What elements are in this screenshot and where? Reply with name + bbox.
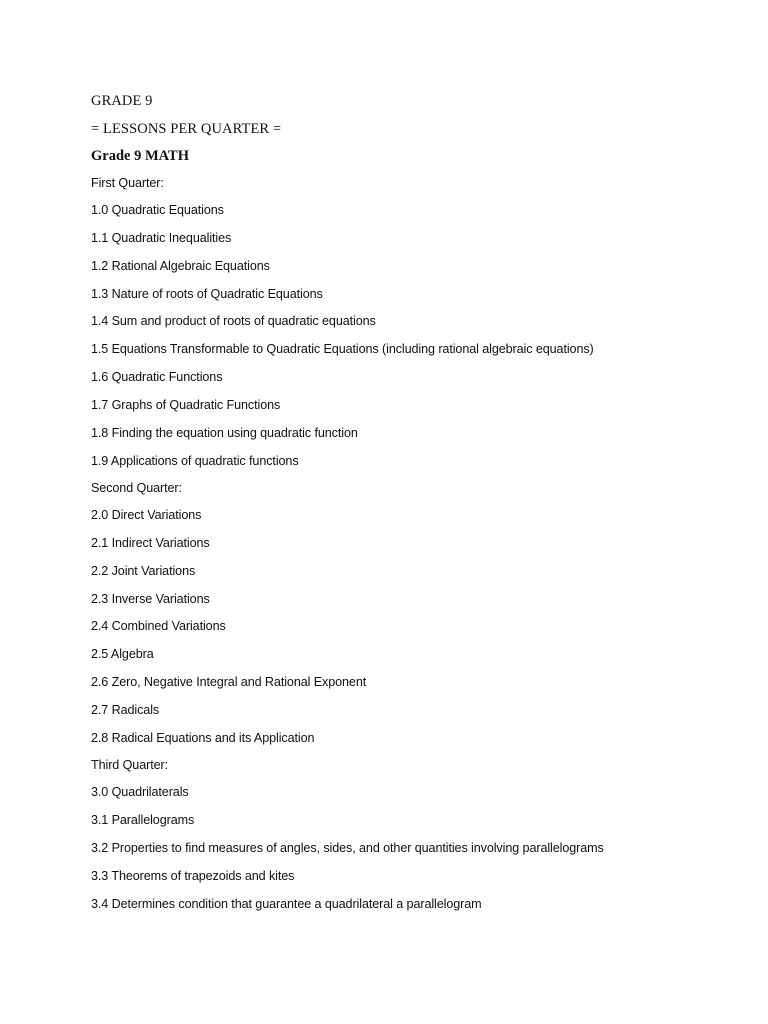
quarter-heading-second: Second Quarter:	[91, 481, 182, 495]
lesson-item: 2.5 Algebra	[91, 647, 154, 661]
lesson-item: 2.8 Radical Equations and its Application	[91, 731, 315, 745]
lesson-item: 3.1 Parallelograms	[91, 813, 195, 827]
quarter-heading-first: First Quarter:	[91, 176, 164, 190]
lesson-item: 1.8 Finding the equation using quadratic function	[91, 426, 358, 440]
lesson-item: 2.7 Radicals	[91, 703, 160, 717]
lesson-item: 2.1 Indirect Variations	[91, 536, 210, 550]
lesson-item: 1.5 Equations Transformable to Quadratic Equations (including rational algebraic equations)	[91, 342, 594, 356]
lesson-item: 1.2 Rational Algebraic Equations	[91, 259, 270, 273]
grade-heading: GRADE 9	[91, 93, 153, 109]
lesson-item: 1.7 Graphs of Quadratic Functions	[91, 398, 281, 412]
lesson-item: 2.2 Joint Variations	[91, 564, 196, 578]
lesson-item: 3.0 Quadrilaterals	[91, 785, 189, 799]
lesson-item: 3.3 Theorems of trapezoids and kites	[91, 869, 295, 883]
subject-title: Grade 9 MATH	[91, 148, 189, 164]
lesson-item: 2.3 Inverse Variations	[91, 592, 210, 606]
lesson-item: 2.0 Direct Variations	[91, 508, 202, 522]
lesson-item: 1.3 Nature of roots of Quadratic Equations	[91, 287, 323, 301]
lessons-per-quarter-heading: = LESSONS PER QUARTER =	[91, 121, 282, 137]
lesson-item: 2.6 Zero, Negative Integral and Rational Exponent	[91, 675, 367, 689]
lesson-item: 1.9 Applications of quadratic functions	[91, 454, 299, 468]
lesson-item: 1.6 Quadratic Functions	[91, 370, 223, 384]
lesson-item: 1.1 Quadratic Inequalities	[91, 231, 232, 245]
lesson-item: 3.4 Determines condition that guarantee a quadrilateral a parallelogram	[91, 897, 482, 911]
lesson-item: 3.2 Properties to find measures of angles, sides, and other quantities involving parallelograms	[91, 841, 604, 855]
quarter-heading-third: Third Quarter:	[91, 758, 168, 772]
lesson-item: 1.4 Sum and product of roots of quadratic equations	[91, 314, 376, 328]
lesson-item: 2.4 Combined Variations	[91, 619, 226, 633]
lesson-item: 1.0 Quadratic Equations	[91, 203, 224, 217]
